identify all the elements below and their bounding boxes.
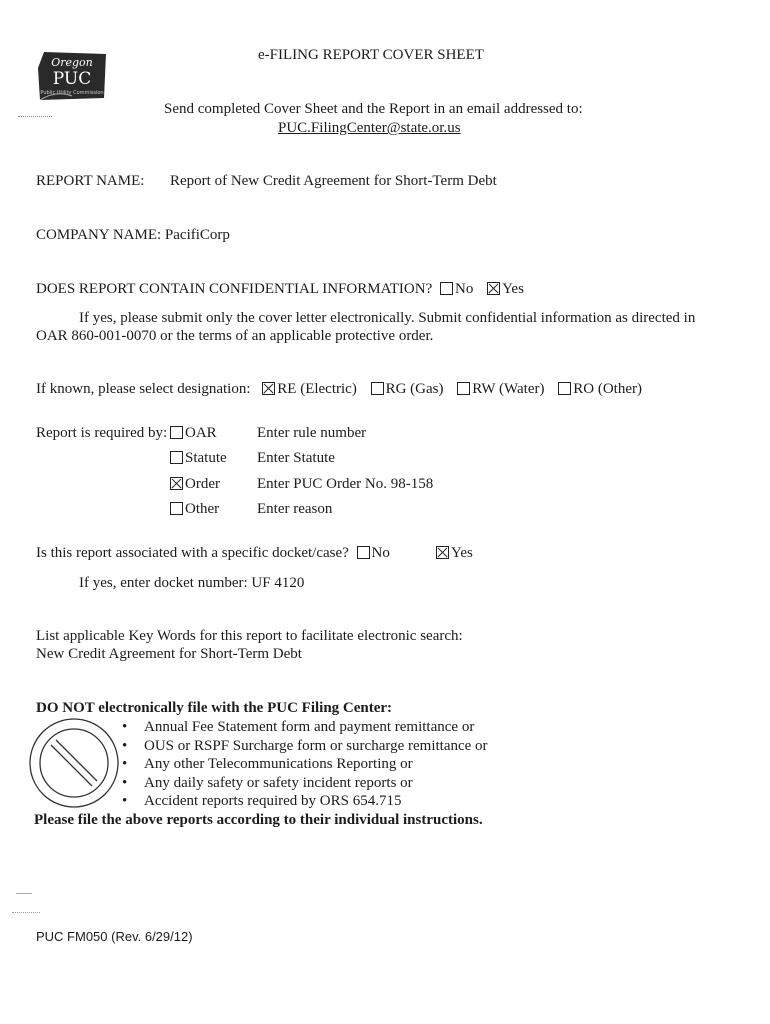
scan-mark — [18, 116, 52, 117]
docket-yes-label: Yes — [451, 545, 473, 561]
form-id: PUC FM050 (Rev. 6/29/12) — [36, 929, 193, 944]
do-not-file-footer: Please file the above reports according to their individual instructions. — [34, 812, 483, 828]
statute-checkbox[interactable] — [170, 451, 183, 464]
scan-mark — [16, 893, 32, 894]
confidential-no-checkbox[interactable] — [440, 282, 453, 295]
required-by-label: Report is required by: — [36, 425, 168, 441]
other-label: Other — [185, 501, 220, 517]
do-not-file-heading: DO NOT electronically file with the PUC Filing Center: — [36, 700, 393, 716]
designation-rw-label: RW (Water) — [472, 381, 545, 397]
logo-state: Oregon — [51, 56, 93, 69]
order-label: Order — [185, 476, 220, 492]
docket-question: Is this report associated with a specific docket/case? — [36, 545, 349, 561]
confidential-note-line2: OAR 860-001-0070 or the terms of an applicable protective order. — [36, 328, 434, 344]
required-by-oar-option — [166, 425, 217, 442]
docket-yes-option — [432, 545, 473, 562]
oregon-puc-logo — [36, 48, 108, 110]
other-checkbox[interactable] — [170, 502, 183, 515]
docket-no-checkbox[interactable] — [357, 546, 370, 559]
designation-ro-checkbox[interactable] — [558, 382, 571, 395]
confidential-note-line1: If yes, please submit only the cover letter electronically. Submit confidential information as directed in — [79, 310, 696, 326]
keywords-value: New Credit Agreement for Short-Term Debt — [36, 646, 302, 662]
designation-ro-label: RO (Other) — [573, 381, 642, 397]
page-title: e-FILING REPORT COVER SHEET — [258, 47, 484, 63]
confidential-no-label: No — [454, 281, 474, 297]
do-not-file-list-container — [122, 718, 488, 811]
confidential-yes-checkbox[interactable] — [487, 282, 500, 295]
docket-number-entry: If yes, enter docket number: UF 4120 — [79, 575, 305, 591]
docket-row — [36, 545, 390, 562]
company-name-label: COMPANY NAME: — [36, 227, 162, 243]
order-entry: Enter PUC Order No. 98-158 — [257, 476, 434, 492]
logo-name: PUC — [52, 69, 92, 89]
docket-yes-checkbox[interactable] — [436, 546, 449, 559]
confidential-row — [36, 281, 524, 298]
company-name-value: PacifiCorp — [164, 227, 230, 243]
scan-mark — [12, 912, 40, 913]
designation-re-label: RE (Electric) — [277, 381, 357, 397]
list-item: • Any daily safety or safety incident reports or — [122, 774, 488, 793]
list-item: • Annual Fee Statement form and payment remittance or — [122, 718, 488, 737]
designation-rg-label: RG (Gas) — [385, 381, 444, 397]
other-entry: Enter reason — [257, 501, 333, 517]
do-not-file-list — [122, 718, 488, 811]
designation-label: If known, please select designation: — [36, 381, 251, 397]
prohibited-icon — [26, 715, 122, 811]
confidential-yes-label: Yes — [502, 281, 524, 297]
list-item: • OUS or RSPF Surcharge form or surcharge remittance or — [122, 737, 488, 756]
filing-center-email-link[interactable]: PUC.FilingCenter@state.or.us — [278, 120, 461, 136]
send-instruction: Send completed Cover Sheet and the Report in an email addressed to: — [164, 101, 583, 117]
confidential-question: DOES REPORT CONTAIN CONFIDENTIAL INFORMATION? — [36, 281, 433, 297]
designation-re-checkbox[interactable] — [262, 382, 275, 395]
required-by-order-option — [166, 476, 220, 493]
list-item: • Any other Telecommunications Reporting or — [122, 755, 488, 774]
keywords-label: List applicable Key Words for this report to facilitate electronic search: — [36, 628, 463, 644]
required-by-other-option — [166, 501, 219, 518]
logo-subtitle: Public Utility Commission — [40, 90, 104, 96]
list-item: • Accident reports required by ORS 654.715 — [122, 792, 488, 811]
required-by-statute-option — [166, 450, 227, 467]
oar-entry: Enter rule number — [257, 425, 367, 441]
report-name-label: REPORT NAME: — [36, 173, 145, 189]
designation-row — [36, 381, 642, 398]
docket-no-label: No — [371, 545, 390, 561]
statute-entry: Enter Statute — [257, 450, 335, 466]
designation-rg-checkbox[interactable] — [371, 382, 384, 395]
oar-label: OAR — [185, 425, 217, 441]
designation-rw-checkbox[interactable] — [457, 382, 470, 395]
statute-label: Statute — [185, 450, 227, 466]
report-name-value: Report of New Credit Agreement for Short-Term Debt — [170, 173, 497, 189]
order-checkbox[interactable] — [170, 477, 183, 490]
oar-checkbox[interactable] — [170, 426, 183, 439]
